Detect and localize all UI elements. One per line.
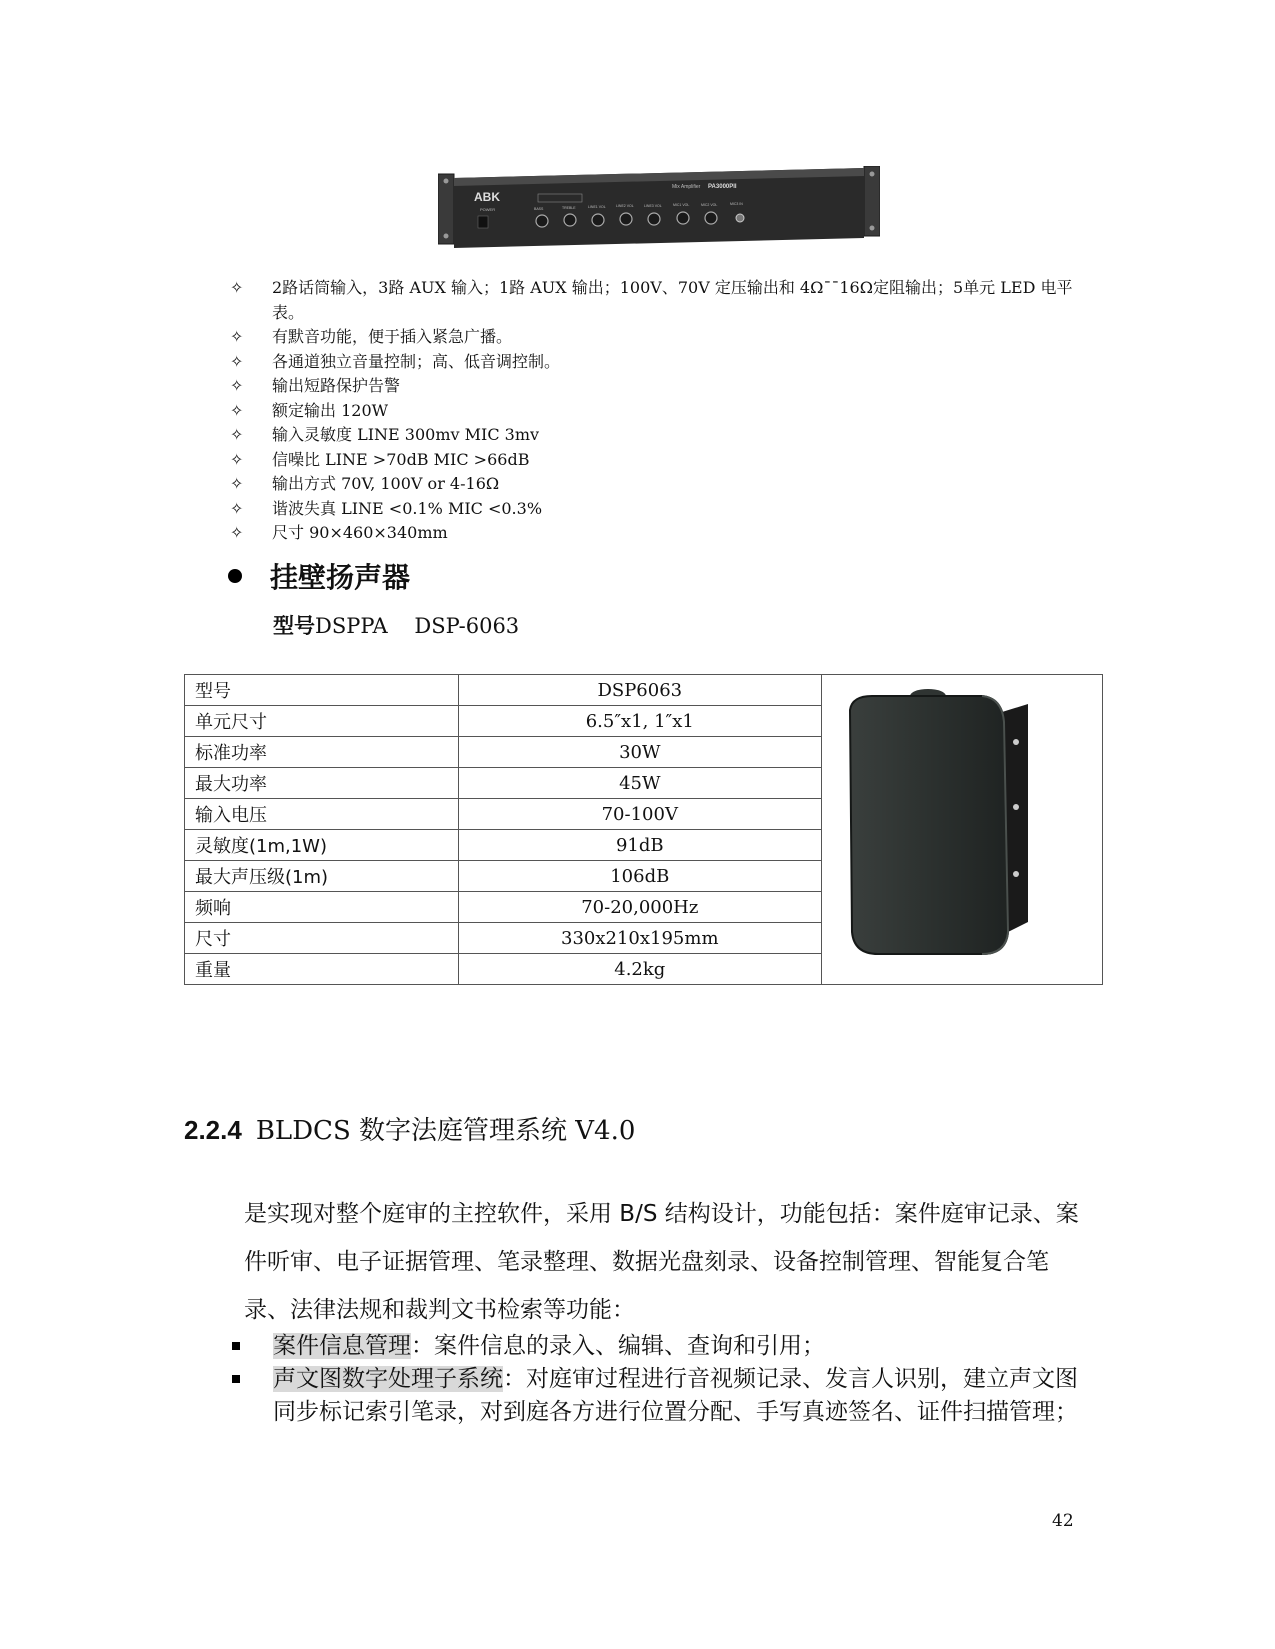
feature-term: 案件信息管理 <box>273 1333 411 1359</box>
amp-brand-text: ABK <box>474 190 500 204</box>
spec-key: 灵敏度(1m,1W) <box>185 830 459 861</box>
list-item: ✧ 2路话筒输入，3路 AUX 输入；1路 AUX 输出；100V、70V 定压输出和 4Ω¯¯16Ω定阻输出；5单元 LED 电平表。 <box>230 278 1073 322</box>
diamond-bullet-icon: ✧ <box>230 474 244 493</box>
section-title: BLDCS 数字法庭管理系统 V4.0 <box>255 1116 636 1146</box>
feature-desc: ：案件信息的录入、编辑、查询和引用； <box>411 1333 825 1359</box>
diamond-bullet-icon: ✧ <box>230 351 244 371</box>
diamond-bullet-icon: ✧ <box>230 425 244 444</box>
speaker-model-line: 型号DSPPA DSP-6063 <box>273 614 520 638</box>
page-number: 42 <box>1052 1511 1074 1531</box>
list-item: ✧ 额定输出 120W <box>228 399 1098 424</box>
spec-value: 6.5″x1, 1″x1 <box>458 706 822 737</box>
spec-value: 70-20,000Hz <box>458 892 822 923</box>
list-item: ✧ 输入灵敏度 LINE 300mv MIC 3mv <box>228 423 1098 448</box>
amplifier-image <box>438 166 880 256</box>
spec-value: DSP6063 <box>458 675 822 706</box>
list-item <box>228 1330 1098 1363</box>
spec-value: 30W <box>458 737 822 768</box>
list-item: ✧ 有默音功能，便于插入紧急广播。 <box>228 325 1098 350</box>
amplifier-feature-list <box>228 276 1098 546</box>
bullet-dot-icon <box>228 569 242 583</box>
spec-key: 单元尺寸 <box>185 706 459 737</box>
spec-key: 最大声压级(1m) <box>185 861 459 892</box>
diamond-bullet-icon: ✧ <box>230 523 244 542</box>
list-item <box>228 1363 1098 1429</box>
spec-value: 91dB <box>458 830 822 861</box>
list-item: ✧ 信噪比 LINE >70dB MIC >66dB <box>228 448 1098 473</box>
speaker-spec-table <box>184 674 1103 985</box>
section-number: 2.2.4 <box>184 1115 242 1145</box>
spec-key: 输入电压 <box>185 799 459 830</box>
amp-model-text: PA3000PII <box>708 184 737 190</box>
table-row <box>185 675 1103 706</box>
spec-key: 标准功率 <box>185 737 459 768</box>
spec-key: 尺寸 <box>185 923 459 954</box>
amp-knob-label: MIC1 VOL <box>673 203 690 207</box>
amp-knob-label: MIC2 VOL <box>701 203 718 207</box>
diamond-bullet-icon: ✧ <box>230 327 244 346</box>
amp-subtitle-text: Mix Amplifier <box>672 184 701 190</box>
spec-key: 重量 <box>185 954 459 985</box>
amp-knob-label: LINE3 VOL <box>644 204 662 208</box>
section-heading <box>184 1113 635 1148</box>
amp-knob-label: MIC3 IN <box>730 202 743 206</box>
amp-power-label: POWER <box>480 207 496 212</box>
feature-term: 声文图数字处理子系统 <box>273 1366 503 1392</box>
speaker-image <box>832 682 1092 972</box>
list-item: ✧ 各通道独立音量控制；高、低音调控制。 <box>228 350 1098 375</box>
square-bullet-icon <box>232 1375 240 1383</box>
square-bullet-icon <box>232 1342 240 1350</box>
list-item: ✧ 尺寸 90×460×340mm <box>228 521 1098 546</box>
diamond-bullet-icon: ✧ <box>230 278 244 297</box>
amp-knob-label: BASS <box>534 207 544 211</box>
feature-desc: ：对庭审过程进行音视频记录、发言人识别，建立声文图同步标记索引笔录，对到庭各方进行位置分配、手写真迹签名、证件扫描管理； <box>273 1366 1078 1425</box>
amp-knob-label: LINE1 VOL <box>588 205 606 209</box>
diamond-bullet-icon: ✧ <box>230 376 244 395</box>
spec-value: 330x210x195mm <box>458 923 822 954</box>
list-item: ✧ 输出方式 70V, 100V or 4-16Ω <box>228 472 1098 497</box>
spec-key: 型号 <box>185 675 459 706</box>
amp-knob-label: LINE2 VOL <box>616 204 634 208</box>
system-feature-list <box>228 1330 1098 1429</box>
diamond-bullet-icon: ✧ <box>230 449 244 469</box>
spec-value: 45W <box>458 768 822 799</box>
spec-value: 70-100V <box>458 799 822 830</box>
intro-paragraph: 是实现对整个庭审的主控软件，采用 B/S 结构设计，功能包括：案件庭审记录、案件听审、电子证据管理、笔录整理、数据光盘刻录、设备控制管理、智能复合笔录、法律法规和裁判文书检索等功能： <box>244 1201 1079 1323</box>
list-item: ✧ 输出短路保护告警 <box>228 374 1098 399</box>
spec-key: 频响 <box>185 892 459 923</box>
spec-key: 最大功率 <box>185 768 459 799</box>
speaker-heading: 挂壁扬声器 <box>228 560 410 596</box>
diamond-bullet-icon: ✧ <box>230 498 244 518</box>
amp-knob-label: TREBLE <box>562 206 576 210</box>
diamond-bullet-icon: ✧ <box>230 400 244 420</box>
spec-value: 106dB <box>458 861 822 892</box>
list-item: ✧ 谐波失真 LINE <0.1% MIC <0.3% <box>228 497 1098 522</box>
speaker-image-cell <box>822 675 1103 985</box>
spec-value: 4.2kg <box>458 954 822 985</box>
